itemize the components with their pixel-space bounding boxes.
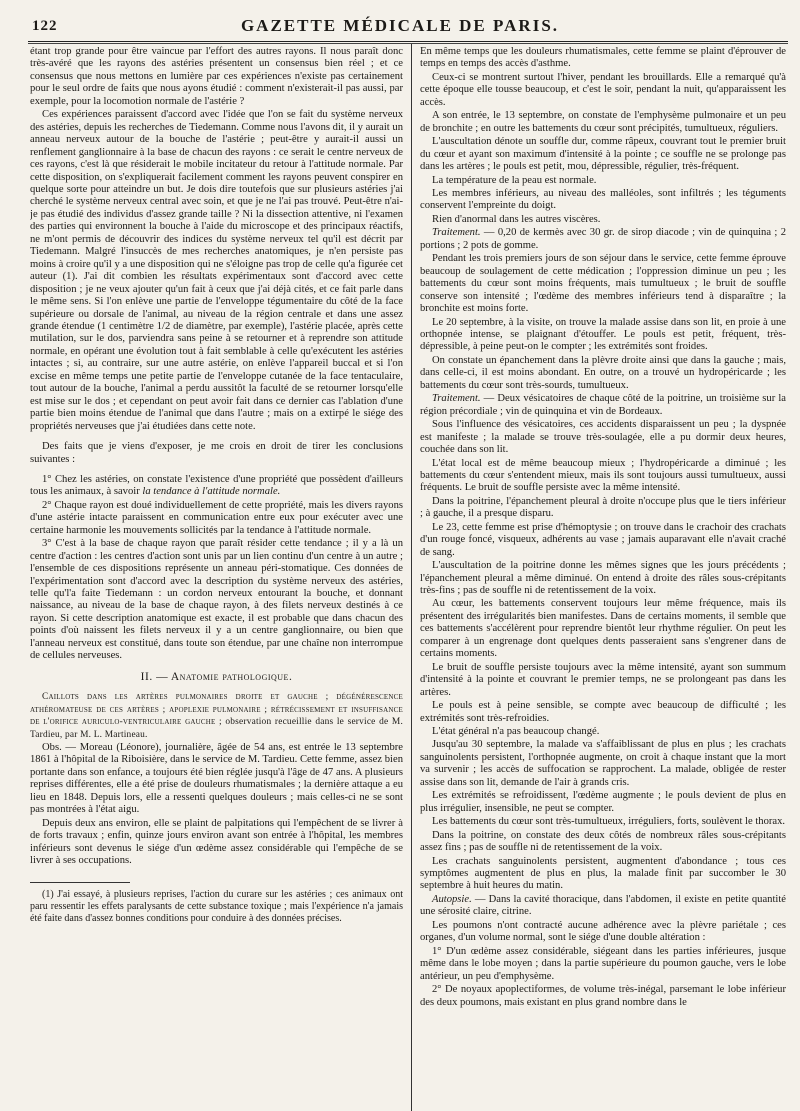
observation-paragraph: Obs. — Moreau (Léonore), journalière, âgée de 54 ans, est entrée le 13 septembre 1861 à l'hôpital de la Riboisière, dans le service de M. Tardieu. Cette femme, assez bien portante dans son enfance, a toujours été bien réglée jusqu'à l'âge de 47 ans. A plusieurs reprises différentes, elle a été prise de douleurs rhumatismales ; la dernière attaque a eu lieu en 1848. Depuis lors, elle a ressenti quelques douleurs ; mais celles-ci ne se sont pas montrées à l'état aigu.: [30, 742, 403, 816]
paragraph: Les battements du cœur sont très-tumultueux, irréguliers, forts, soulèvent le thorax.: [432, 816, 786, 828]
paragraph: Dans la poitrine, l'épanchement pleural à droite n'occupe plus que le tiers inférieur ; à gauche, il a presque disparu.: [420, 495, 786, 520]
footnote-rule: [30, 882, 130, 883]
paragraph: 1° D'un œdème assez considérable, siégeant dans les parties inférieures, jusque même dans le lobe moyen ; dans la partie supérieure du poumon gauche, vers le lobe antérieur, un peu d'emphysème.: [420, 945, 786, 982]
paragraph: étant trop grande pour être vaincue par l'effort des autres rayons. Il nous paraît donc très-avéré que les rayons des astéries présentent un consensus bien réel ; et ce consensus que nous mettons en lumière par ces expériences n'existe pas certainement pour le seul ordre de faits que nous ayons étudié : comment n'existerait-il pas aussi, par exemple, pour la locomotion normale de l'astérie ?: [30, 46, 403, 107]
conclusion-2: 2° Chaque rayon est doué individuellement de cette propriété, mais les divers rayons d'une astérie intacte paraissent en communication entre eux pour exécuter avec une certaine harmonie les mouvements sollicités par la tendance à l'attitude normale.: [30, 499, 403, 536]
paragraph: 2° De noyaux apoplectiformes, de volume très-inégal, parsemant le lobe inférieur des deux poumons, mais existant en plus grand nombre dans le: [420, 984, 786, 1008]
paragraph: Des faits que je viens d'exposer, je me crois en droit de tirer les conclusions suivantes :: [30, 441, 403, 465]
paragraph: A son entrée, le 13 septembre, on constate de l'emphysème pulmonaire et un peu de bronchite ; en outre les battements du cœur sont précipités, tumultueux, réguliers.: [420, 110, 786, 134]
conclusion-3: 3° C'est à la base de chaque rayon que paraît résider cette tendance ; il y a là un centre d'action : les centres d'action sont unis par un lien continu d'un centre à un autre ; l'ensemble de ces dispositions représente un anneau péri-stomatique. Ces données de l'expérimentation sont d'accord avec la description du système nerveux des astéries, telle qu'l'a faite Tiedemann : un cordon nerveux entourant la bouche, et donnant naissance, au niveau de la base de chaque rayon, à des filets nerveux destinés à ce rayon. Si cette description anatomique est exacte, il est probable que dans chacun des points d'où naissent les filets nerveux il y a un centre ganglionnaire, ou bien que l'anneau nerveux est constitué, dans toute son étendue, par une chaîne non interrompue de cellules nerveuses.: [30, 538, 403, 662]
treatment-paragraph: Traitement. — Deux vésicatoires de chaque côté de la poitrine, un troisième sur la région précordiale ; vin de quinquina et vin de Bordeaux.: [420, 393, 786, 417]
case-heading: Caillots dans les artères pulmonaires droite et gauche ; dégénérescence athéromateuse de ces artères ; apoplexie pulmonaire ; rétrécissement et insuffisance de l'orifice auriculo-ventriculaire gauche ; observation recueillie dans le service de M. Tardieu, par M. L. Martineau.: [30, 692, 403, 740]
paragraph: En même temps que les douleurs rhumatismales, cette femme se plaint d'éprouver de temps en temps des accès d'asthme.: [420, 46, 786, 70]
paragraph: Les crachats sanguinolents persistent, augmentent d'abondance ; tous ces symptômes augmentent de plus en plus, la malade finit par succomber le 30 septembre à huit heures du matin.: [420, 855, 786, 892]
running-title: GAZETTE MÉDICALE DE PARIS.: [240, 16, 560, 35]
paragraph: Le 23, cette femme est prise d'hémoptysie ; on trouve dans le crachoir des crachats d'un rouge foncé, visqueux, adhérents au vase ; jamais auparavant elle n'avait craché de sang.: [420, 521, 786, 558]
paragraph: La température de la peau est normale.: [432, 174, 597, 186]
footnote: (1) J'ai essayé, à plusieurs reprises, l'action du curare sur les astéries ; ces animaux ont paru ressentir les effets paralysants de cette substance toxique ; mais l'expérience n'a jamais été faite dans d'assez bonnes conditions pour conduire à des données précises.: [30, 888, 403, 924]
paragraph: L'état local est de même beaucoup mieux ; l'hydropéricarde a diminué ; les battements du cœur s'entendent mieux, mais ils sont toujours aussi tumultueux, aussi fréquents. Le bruit de souffle persiste avec la même intensité.: [420, 457, 786, 494]
paragraph: L'état général n'a pas beaucoup changé.: [432, 726, 600, 738]
page-header: [0, 0, 800, 44]
treatment-paragraph: Traitement. — 0,20 de kermès avec 30 gr. de sirop diacode ; vin de quinquina ; 2 portions ; 2 pots de gomme.: [420, 227, 786, 251]
right-column: [420, 46, 786, 1108]
paragraph: Le bruit de souffle persiste toujours avec la même intensité, ayant son summum d'intensité à la pointe et couvrant le premier temps, ne se prolongeant pas dans les artères.: [420, 661, 786, 698]
paragraph: On constate un épanchement dans la plèvre droite ainsi que dans la gauche ; mais, dans celle-ci, il est moins abondant. En outre, on a trouvé un hydropéricarde ; les battements du cœur sont très-sourds, tumultueux.: [420, 354, 786, 391]
paragraph: Depuis deux ans environ, elle se plaint de palpitations qui l'empêchent de se livrer à de forts travaux ; enfin, quinze jours environ avant son entrée à l'hôpital, les membres inférieurs sont devenus le siége d'un œdème assez considérable qui l'empêche de se livrer à ses occupations.: [30, 817, 403, 867]
paragraph: Ceux-ci se montrent surtout l'hiver, pendant les brouillards. Elle a remarqué qu'à cette époque elle tousse beaucoup, et c'est le soir, pendant la nuit, qu'apparaissent les accès.: [420, 71, 786, 108]
autopsy-paragraph: Autopsie. — Dans la cavité thoracique, dans l'abdomen, il existe en petite quantité une sérosité claire, citrine.: [420, 893, 786, 918]
paragraph: Ces expériences paraissent d'accord avec l'idée que l'on se fait du système nerveux des astéries, depuis les recherches de Tiedemann. Comme nous l'avons dit, il y aurait un anneau nerveux autour de la bouche de l'astérie ; peut-être y aurait-il aussi un renflement ganglionnaire à la base de chacun des rayons : ce serait le centre nerveux de ces rayons, c'est là que résiderait le mobile incitateur du retour à l'attitude normale. Par cette disposition, on s'expliquerait facilement comment les rayons peuvent conspirer en quelque sorte pour atteindre un but. Je dois dire toutefois que sur plusieurs astéries j'ai cherché le système nerveux central avec soin, et que je ne l'ai pas trouvé. Peut-être n'ai-je pas étudié des individus d'assez grande taille ? Ni la dissection attentive, ni l'examen des parties qui environnent la bouche à l'aide du microscope et des principaux réactifs, ne m'ont permis de découvrir des indices du système nerveux tel qu'il est décrit par Tiedemann. Malgré l'insuccès de mes recherches anatomiques, je n'en persiste pas moins à croire qu'il y a une disposition qui ne s'éloigne pas trop de celle qu'a figurée cet auteur (1). J'ai dit combien les résultats expérimentaux sont d'accord avec cette disposition ; je ne veux ajouter qu'un fait à ceux que j'ai déjà cités, et ce fait parle dans le même sens. Si l'on enlève une partie de l'enveloppe tégumentaire du côté de la face supérieure ou dorsale de l'animal, au niveau de la région centrale et dans une assez grande étendue (1 centimètre 1/2 de diamètre, par exemple), l'astérie placée, après cette mutilation, sur le dos, parviendra sans peine à se retourner et à reprendre son attitude normale, en opérant une évolution tout à fait semblable à celle qu'exécutent les astéries intactes ; si, au contraire, sur une autre astérie, on enlève l'appareil buccal et si l'on excise en même temps une petite partie de l'enveloppe cutanée de la face tentaculaire, tout autour de la bouche, l'animal a perdu aussitôt la faculté de se retourner lorsqu'elle est mise sur le dos ; et cependant on peut avoir fait dans ce dernier cas l'ablation d'une partie bien moins étendue de l'animal que dans l'autre ; mais on a extirpé le siége des propriétés nerveuses que j'ai étudiées dans cette note.: [30, 109, 403, 432]
paragraph: Le pouls est à peine sensible, se compte avec beaucoup de difficulté ; les extrémités sont très-refroidies.: [420, 700, 786, 724]
page-number: 122: [32, 18, 58, 34]
section-heading: II. — Anatomie pathologique.: [140, 670, 293, 683]
conclusion-1: 1° Chez les astéries, on constate l'existence d'une propriété que possèdent d'ailleurs tous les animaux, à savoir la tendance à l'attitude normale.: [30, 473, 403, 498]
paragraph: L'auscultation dénote un souffle dur, comme râpeux, couvrant tout le premier bruit du cœur et ayant son maximum d'intensité à la pointe ; ce souffle ne se prolonge pas dans les artères ; le pouls est petit, mou, dépressible, régulier, très-fréquent.: [420, 136, 786, 173]
paragraph: Au cœur, les battements conservent toujours leur même fréquence, mais ils présentent des irrégularités bien manifestes. Dans de certains moments, il semble que ces battements s'accélèrent pour reprendre bientôt leur rhythme régulier. On peut les comparer à un engrenage dont quelques dents passeraient sans s'engrener dans de certains moments.: [420, 598, 786, 660]
left-column: [30, 46, 403, 1108]
paragraph: Pendant les trois premiers jours de son séjour dans le service, cette femme éprouve beaucoup de soulagement de cette médication ; l'oppression diminue un peu ; les battements du cœur sont moins fréquents, mais tumultueux ; le bruit de souffle conserve son intensité ; l'œdème des membres inférieurs tend à disparaître ; la bronchite est moins forte.: [420, 253, 786, 315]
paragraph: Rien d'anormal dans les autres viscères.: [432, 213, 601, 225]
paragraph: Le 20 septembre, à la visite, on trouve la malade assise dans son lit, en proie à une orthopnée intense, se plaignant d'étouffer. Le pouls est petit, fréquent, très-dépressible, à peine peut-on le compter ; les extrémités sont froides.: [420, 316, 786, 353]
header-rule: [28, 41, 788, 44]
paragraph: Sous l'influence des vésicatoires, ces accidents disparaissent un peu ; la dyspnée est manifeste ; la malade se trouve très-soulagée, elle a pu dormir deux heures, couchée dans son lit.: [420, 419, 786, 456]
paragraph: Les extrémités se refroidissent, l'œdème augmente ; le pouls devient de plus en plus irrégulier, insensible, ne peut se compter.: [420, 790, 786, 814]
paragraph: Dans la poitrine, on constate des deux côtés de nombreux râles sous-crépitants assez fins ; pas de souffle ni de retentissement de la voix.: [420, 829, 786, 854]
paragraph: L'auscultation de la poitrine donne les mêmes signes que les jours précédents ; l'épanchement pleural a même diminué. On entend à droite des râles sous-crépitants très-fins ; pas de souffle ni de retentissement de la voix.: [420, 560, 786, 597]
paragraph: Les membres inférieurs, au niveau des malléoles, sont infiltrés ; les téguments conservent l'empreinte du doigt.: [420, 187, 786, 212]
paragraph: Les poumons n'ont contracté aucune adhérence avec la plèvre pariétale ; ces organes, d'un volume normal, sont le siége d'une double altération :: [420, 919, 786, 944]
column-divider: [411, 44, 412, 1111]
paragraph: Jusqu'au 30 septembre, la malade va s'affaiblissant de plus en plus ; les crachats sanguinolents persistent, l'orthopnée augmente, on croit à chaque instant que la mort va survenir ; les accès de suffocation se rapprochent. La malade, obligée de rester assise dans son lit, demande de l'air à grands cris.: [420, 739, 786, 788]
